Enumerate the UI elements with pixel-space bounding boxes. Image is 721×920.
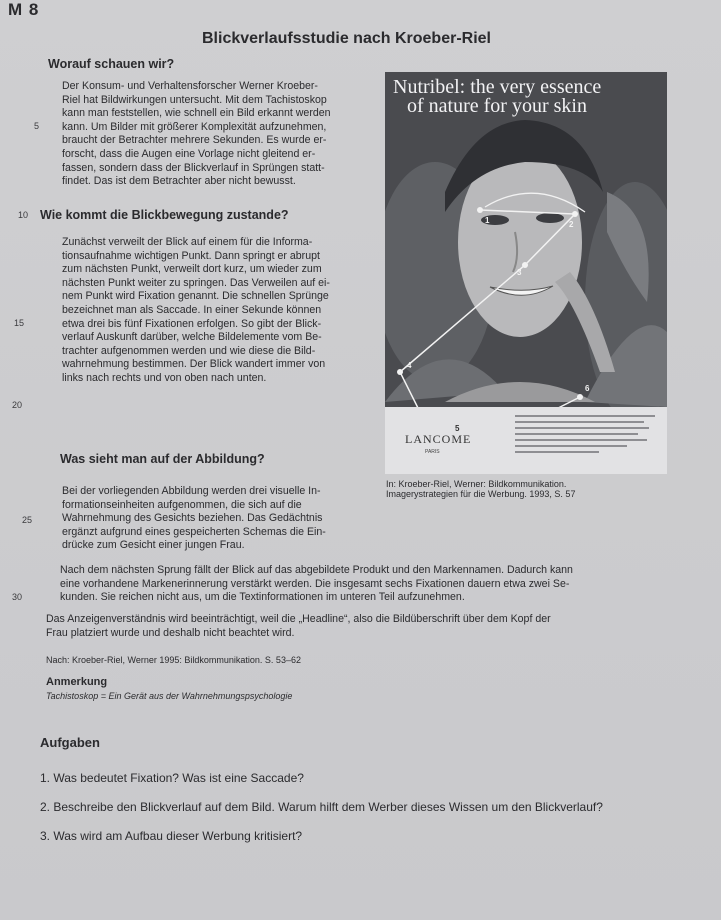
text-line: Riel hat Bildwirkungen untersucht. Mit dem Tachistoskop xyxy=(62,93,327,106)
text-line: nem Punkt wird Fixation genannt. Die schnellen Sprünge xyxy=(62,290,329,303)
section-3-text-narrow xyxy=(62,485,326,553)
task-item: 3. Was wird am Aufbau dieser Werbung kritisiert? xyxy=(40,829,303,843)
task-item: 1. Was bedeutet Fixation? Was ist eine Saccade? xyxy=(40,771,304,785)
worksheet-title: Blickverlaufsstudie nach Kroeber-Riel xyxy=(202,30,491,47)
ad-headline-line: Nutribel: the very essence xyxy=(393,76,602,98)
text-line: links nach rechts und von oben nach unten. xyxy=(62,371,267,384)
note-text: Tachistoskop = Ein Gerät aus der Wahrnehmungspsychologie xyxy=(46,691,293,701)
line-number: 15 xyxy=(14,318,25,328)
section-heading-1: Worauf schauen wir? xyxy=(48,57,175,71)
note-heading: Anmerkung xyxy=(46,676,108,688)
caption-line: In: Kroeber-Riel, Werner: Bildkommunikation. xyxy=(386,479,567,489)
text-line: bezeichnet man als Saccade. In einer Sekunde können xyxy=(62,303,322,316)
text-line: verlauf Auskunft darüber, welche Bildelemente vom Be- xyxy=(62,331,322,344)
advertisement-image xyxy=(385,72,667,474)
line-number: 30 xyxy=(12,592,23,602)
ad-headline xyxy=(393,78,663,116)
section-heading-2: Wie kommt die Blickbewegung zustande? xyxy=(40,208,289,222)
text-line: zum nächsten Punkt, verweilt dort kurz, um wieder zum xyxy=(62,263,322,276)
section-2-text xyxy=(62,236,330,386)
section-1-text xyxy=(62,80,331,189)
text-line: tionsaufnahme wichtigen Punkt. Dann springt er abrupt xyxy=(62,249,320,262)
source-citation: Nach: Kroeber-Riel, Werner 1995: Bildkommunikation. S. 53–62 xyxy=(46,655,301,665)
line-number: 10 xyxy=(18,210,29,220)
text-line: fassen, sondern dass der Blickverlauf in Sprüngen statt- xyxy=(62,161,325,174)
text-line: ergänzt aufgrund eines gespeicherten Schemas die Ein- xyxy=(62,525,326,538)
text-line: findet. Das ist dem Betrachter aber nicht bewusst. xyxy=(62,175,296,188)
fixation-label: 1 xyxy=(485,216,490,225)
text-line: trachter aufgenommen werden und wie diese die Bild- xyxy=(62,344,316,357)
section-3-text-wide xyxy=(60,564,573,605)
fixation-label: 2 xyxy=(569,220,574,229)
text-line: kann. Um Bilder mit größerer Komplexität aufzunehmen, xyxy=(62,120,327,133)
section-heading-3: Was sieht man auf der Abbildung? xyxy=(60,452,265,466)
caption-line: Imagerystrategien für die Werbung. 1993, S. 57 xyxy=(386,489,576,499)
fixation-label: 5 xyxy=(455,424,460,433)
text-line: wahrnehmung bestimmen. Der Blick wandert immer von xyxy=(62,358,326,371)
text-line: braucht der Betrachter mehrere Sekunden. Es wurde er- xyxy=(62,134,327,147)
text-line: Zunächst verweilt der Blick auf einem für die Informa- xyxy=(62,236,313,248)
text-line: Bei der vorliegenden Abbildung werden drei visuelle In- xyxy=(62,485,321,497)
worksheet-code: M 8 xyxy=(8,0,40,19)
ad-headline-line: of nature for your skin xyxy=(407,95,587,117)
fixation-label: 4 xyxy=(407,361,412,370)
tasks-heading: Aufgaben xyxy=(40,735,100,750)
text-line: Frau platziert wurde und deshalb nicht beachtet wird. xyxy=(46,626,295,639)
text-line: formationseinheiten aufgenommen, die sich auf die xyxy=(62,498,302,511)
text-line: Nach dem nächsten Sprung fällt der Blick auf das abgebildete Produkt und den Markennamen. Dadurch kann xyxy=(60,564,573,576)
text-line: etwa drei bis fünf Fixationen erfolgen. So gibt der Blick- xyxy=(62,317,322,330)
text-line: nächsten Punkt weiter zu springen. Das Verweilen auf ei- xyxy=(62,276,330,289)
text-line: drücke zum Gesicht einer jungen Frau. xyxy=(62,539,245,552)
text-line: kann man feststellen, wie schnell ein Bild erkannt werden xyxy=(62,107,331,120)
task-item: 2. Beschreibe den Blickverlauf auf dem Bild. Warum hilft dem Werber dieses Wissen um den Blickverlauf? xyxy=(40,800,603,814)
text-line: eine vorhandene Markenerinnerung verstärkt werden. Die insgesamt sechs Fixationen dauern etwa zwei Se- xyxy=(60,577,570,590)
line-number: 20 xyxy=(12,400,23,410)
ad-body-copy xyxy=(515,415,655,457)
line-number: 25 xyxy=(22,515,33,525)
figure-caption xyxy=(386,479,575,499)
brand-subtitle: PARIS xyxy=(425,449,440,455)
brand-logo: LANCOME xyxy=(405,432,472,446)
text-line: Das Anzeigenverständnis wird beeinträchtigt, weil die „Headline“, also die Bildüberschrift über dem Kopf der xyxy=(46,613,551,625)
line-number: 5 xyxy=(34,121,40,131)
fixation-label: 6 xyxy=(585,384,590,393)
fixation-label: 3 xyxy=(517,268,522,277)
text-line: Der Konsum- und Verhaltensforscher Werner Kroeber- xyxy=(62,80,318,92)
section-3-text-wide-2 xyxy=(46,613,551,640)
text-line: Wahrnehmung des Gesichts beziehen. Das Gedächtnis xyxy=(62,512,323,525)
text-line: forscht, dass die Augen eine Vorlage nicht gleitend er- xyxy=(62,147,316,160)
text-line: kunden. Sie reichen nicht aus, um die Textinformationen im unteren Teil aufzunehmen. xyxy=(60,591,465,604)
